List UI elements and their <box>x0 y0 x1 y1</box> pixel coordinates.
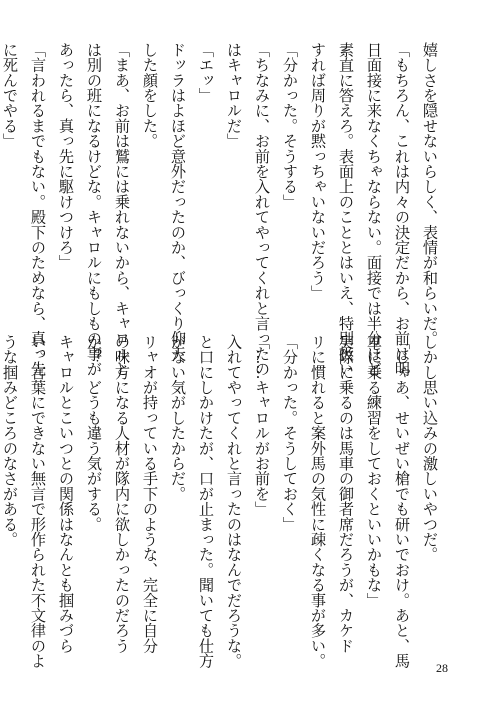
text-line: 「分かった。そうする」 <box>281 42 299 210</box>
text-line: キャロルとこいつとの関係はなんとも掴みづら <box>57 334 75 654</box>
text-line: した顔をした。 <box>141 42 159 149</box>
text-line: はキャロルだ」 <box>225 42 243 149</box>
text-line: の味方になる人材が隊内に欲しかったのだろう <box>113 334 131 654</box>
text-line: あったら、真っ先に駆けつけろ」 <box>57 42 75 270</box>
text-line: リャオが持っている手下のような、完全に自分 <box>141 334 159 654</box>
text-line: に死んでやる」 <box>1 42 19 149</box>
text-line: うな掴みどころのなさがある。 <box>1 334 19 547</box>
text-line: がない気がしたからだ。 <box>169 334 187 502</box>
text-line: ドッラはよほど意外だったのか、びっくり仰天 <box>169 42 187 362</box>
text-line: い。言葉にできない無言で形作られた不文律のよ <box>29 334 47 669</box>
text-line: 「分かった。そうしておく」 <box>281 334 299 532</box>
text-line: 車に乗る練習をしておくといいかもな」 <box>365 334 383 608</box>
text-line: 日面接に来なくちゃならない。面接では半分ほど <box>365 42 383 377</box>
text-line: 実際に乗るのは馬車の御者席だろうが、カケド <box>337 334 355 654</box>
lower-text-block <box>1 334 444 669</box>
text-line: 「エッ」 <box>197 42 215 103</box>
text-line: 素直に答えろ。表面上のこととはいえ、特別扱い <box>337 42 355 377</box>
text-line: リに慣れると案外馬の気性に疎くなる事が多い。 <box>309 334 327 669</box>
text-line: 「言われるまでもない。殿下のためなら、真っ先 <box>29 42 47 377</box>
text-line: 「……キャロルがお前を」 <box>253 334 271 517</box>
text-line: と口にしかけたが、口が止まった。聞いても仕方 <box>197 334 215 669</box>
text-line: は別の班になるけどな。キャロルにもしもの事が <box>85 42 103 377</box>
text-line: 入れてやってくれと言ったのはなんでだろうな。 <box>225 334 243 669</box>
text-line: か？ どうも違う気がする。 <box>85 334 103 532</box>
text-line: 「もちろん、これは内々の決定だから、お前は明 <box>393 42 411 377</box>
page-number: 28 <box>436 661 448 675</box>
text-line: すれば周りが黙っちゃいないだろう」 <box>309 42 327 301</box>
upper-text-block <box>1 42 444 377</box>
text-line: 「まあ、お前は鷲には乗れないから、キャロルと <box>113 42 131 377</box>
text-line: 「ちなみに、お前を入れてやってくれと言ったの <box>253 42 271 377</box>
text-line: しかし思い込みの激しいやつだ。 <box>421 334 439 562</box>
text-line: 「じゃあ、せいぜい槍でも研いでおけ。あと、馬 <box>393 334 411 669</box>
text-line: 嬉しさを隠せないらしく、表情が和らいだ。 <box>421 42 439 346</box>
